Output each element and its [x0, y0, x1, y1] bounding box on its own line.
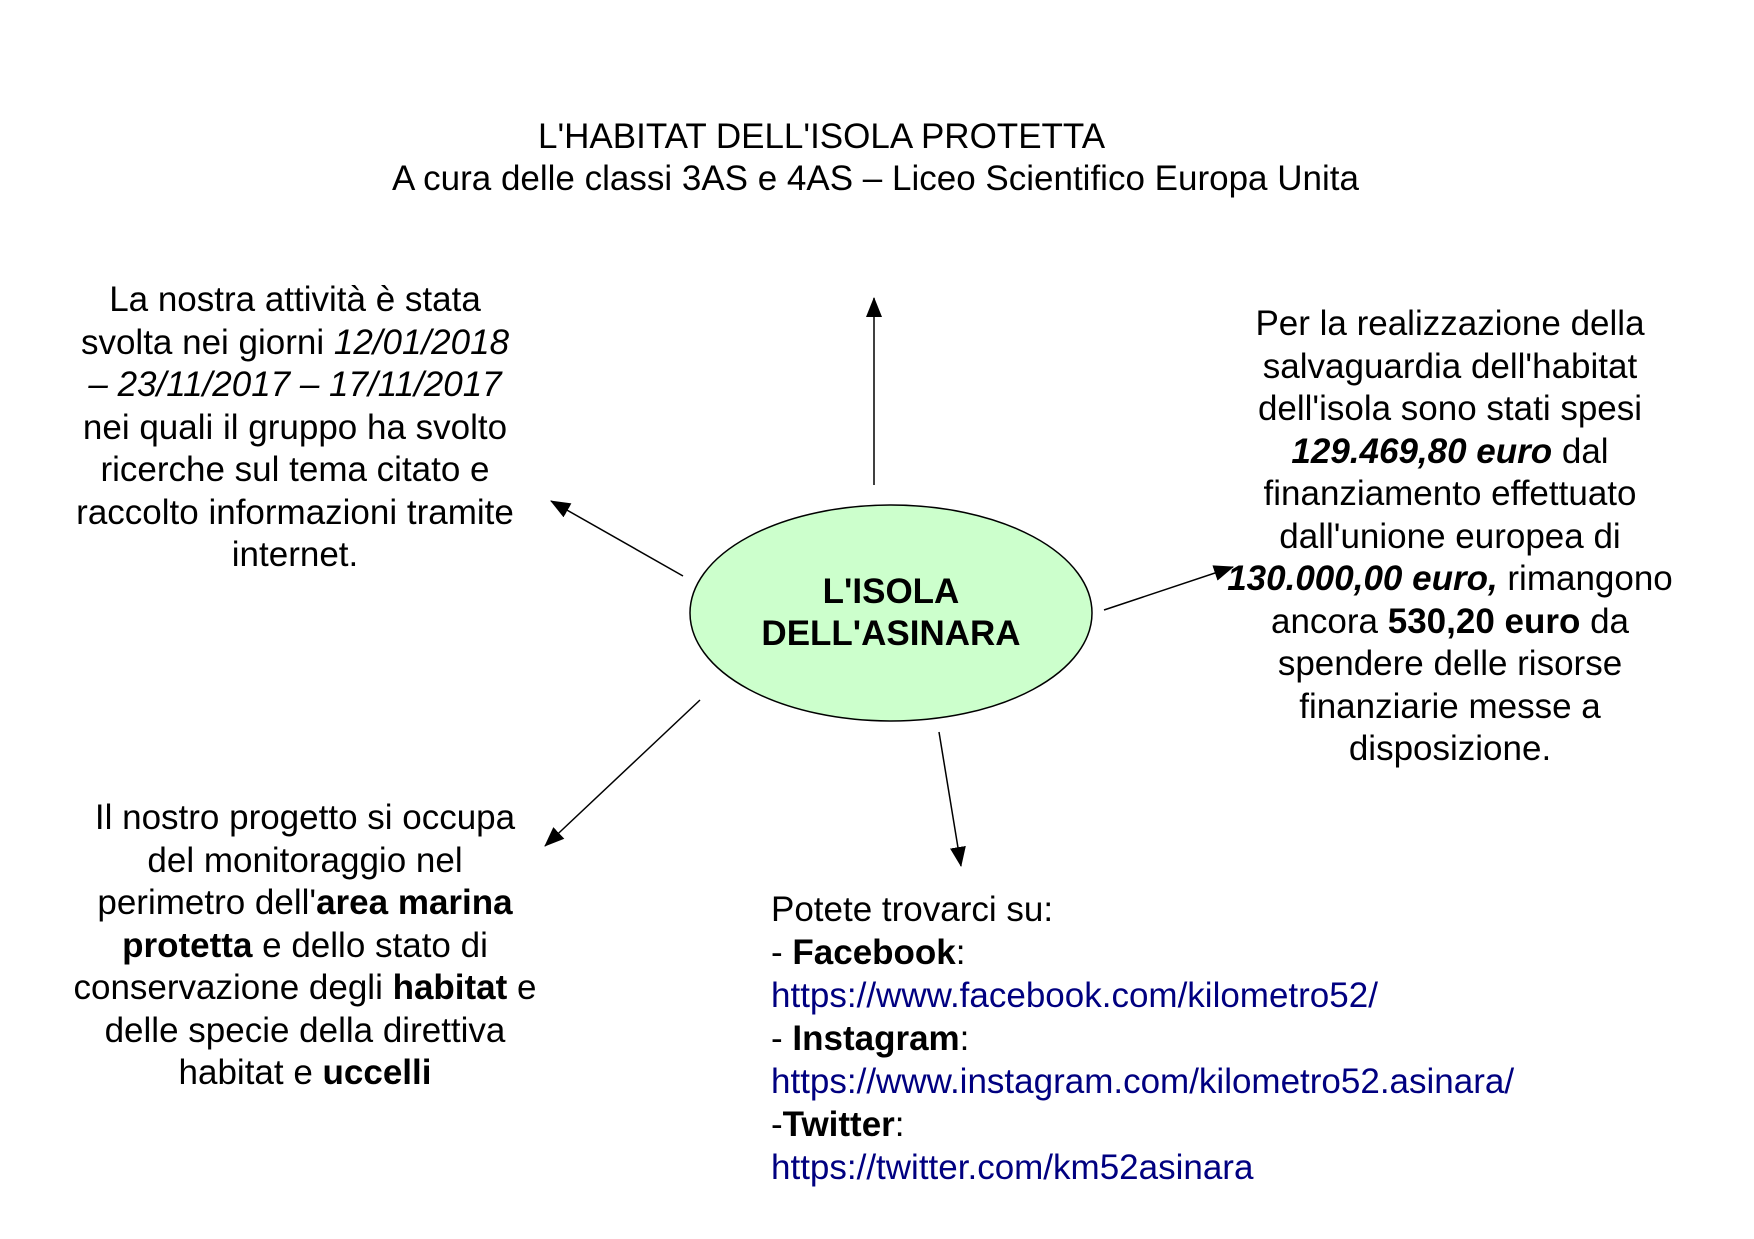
- activity-dates: 12/01/2018 – 23/11/2017 – 17/11/2017: [88, 322, 510, 404]
- project-bold-birds: uccelli: [322, 1053, 432, 1092]
- activity-intro: La nostra attività è stata svolta nei giorni: [80, 280, 481, 362]
- project-text: [70, 797, 540, 1095]
- project-end: e delle specie della direttiva habitat e: [104, 968, 537, 1092]
- spent-amount: 129.469,80 euro: [1291, 431, 1553, 471]
- arrow-to-project: [545, 700, 700, 846]
- instagram-label-line: - Instagram:: [771, 1019, 970, 1058]
- page-subtitle: A cura delle classi 3AS e 4AS – Liceo Scientifico Europa Unita: [392, 159, 1359, 198]
- page-title: L'HABITAT DELL'ISOLA PROTETTA: [538, 117, 1106, 156]
- funding-source: dal finanziamento effettuato dall'unione europea di: [1263, 431, 1637, 556]
- project-bold-area: area marina protetta: [122, 883, 513, 965]
- project-bold-habitat: habitat: [392, 968, 508, 1007]
- facebook-link[interactable]: https://www.facebook.com/kilometro52/: [771, 976, 1378, 1015]
- contacts-intro: Potete trovarci su:: [771, 890, 1054, 929]
- activity-text: [70, 279, 520, 577]
- facebook-label: Facebook: [792, 933, 956, 972]
- total-amount: 130.000,00 euro,: [1227, 559, 1498, 598]
- contacts: [771, 888, 1701, 1189]
- activity-details: nei quali il gruppo ha svolto ricerche sul tema citato e raccolto informazioni tramite internet.: [76, 407, 514, 574]
- facebook-label-line: - Facebook:: [771, 933, 966, 972]
- funding-remaining-label: rimangono ancora: [1270, 559, 1673, 641]
- arrow-to-contacts: [939, 732, 961, 866]
- funding-outro: da spendere delle risorse finanziarie messe a disposizione.: [1277, 601, 1630, 768]
- center-node-line1: L'ISOLA: [822, 572, 960, 611]
- project-intro: Il nostro progetto si occupa del monitoraggio nel perimetro dell': [94, 798, 516, 922]
- arrow-to-activity: [551, 501, 683, 576]
- funding-text: [1212, 303, 1688, 771]
- project-middle: e dello stato di conservazione degli: [73, 925, 488, 1007]
- center-node: [690, 505, 1092, 721]
- twitter-label-line: -Twitter:: [771, 1105, 905, 1144]
- instagram-label: Instagram: [792, 1019, 960, 1058]
- center-node-line2: DELL'ASINARA: [761, 614, 1021, 653]
- instagram-link[interactable]: https://www.instagram.com/kilometro52.asinara/: [771, 1062, 1515, 1101]
- funding-intro: Per la realizzazione della salvaguardia dell'habitat dell'isola sono stati spesi: [1255, 304, 1645, 428]
- remaining-amount: 530,20 euro: [1387, 601, 1581, 641]
- twitter-link[interactable]: https://twitter.com/km52asinara: [771, 1148, 1254, 1187]
- twitter-label: Twitter: [782, 1105, 895, 1144]
